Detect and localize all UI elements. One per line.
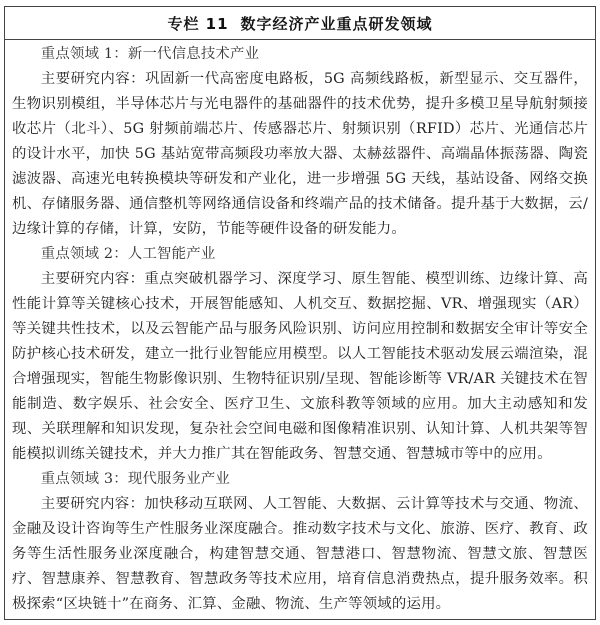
section-heading-1: 重点领域 1：新一代信息技术产业 bbox=[40, 46, 260, 62]
section-body-3: 主要研究内容：加快移动互联网、人工智能、大数据、云计算等技术与交通、物流、金融及设计咨询等生产性服务业深度融合。推动数字技术与文化、旅游、医疗、教育、政务等生活性服务业深度融合，构建智慧交通、智慧港口、智慧物流、智慧文旅、智慧医疗、智慧康养、智慧教育、智慧政务等技术应用，培育信息消费热点，提升服务效率。积极探索“区块链十”在商务、汇算、金融、物流、生产等领域的运用。 bbox=[12, 496, 588, 612]
section-body-1: 主要研究内容：巩固新一代高密度电路板，5G 高频线路板，新型显示、交互器件，生物识别模组，半导体芯片与光电器件的基础器件的技术优势，提升多模卫星导航射频接收芯片（北斗）、5G 射频前端芯片、传感器芯片、射频识别（RFID）芯片、光通信芯片的设计水平，加快 5G 基站宽带高频段功率放大器、太赫兹器件、高端晶体振荡器、陶瓷滤波器、高速光电转换模块等研发和产业化，进一步增强 5G 天线，基站设备、网络交换机、存储服务器、通信整机等网络通信设备和终端产品的技术储备。提升基于大数据，云/边缘计算的存储，计算，安防，节能等硬件设备的研发能力。 bbox=[12, 71, 588, 237]
box-title: 数字经济产业重点研发领域 bbox=[240, 14, 433, 33]
section-heading-2: 重点领域 2：人工智能产业 bbox=[40, 246, 216, 262]
box-header bbox=[5, 7, 595, 40]
feature-box bbox=[4, 6, 596, 620]
column-label: 专栏 11 bbox=[167, 14, 229, 33]
box-content bbox=[5, 40, 595, 617]
section-heading-3: 重点领域 3：现代服务业产业 bbox=[40, 471, 231, 487]
section-body-2: 主要研究内容：重点突破机器学习、深度学习、原生智能、模型训练、边缘计算、高性能计算等关键核心技术，开展智能感知、人机交互、数据挖掘、VR、增强现实（AR）等关键共性技术，以及云智能产品与服务风险识别、访问应用控制和数据安全审计等安全防护核心技术研发，建立一批行业智能应用模型。以人工智能技术驱动发展云端渲染，混合增强现实，智能生物影像识别、生物特征识别/呈现、智能诊断等 VR/AR 关键技术在智能制造、数字娱乐、社会安全、医疗卫生、文旅科教等领域的应用。加大主动感知和发现、关联理解和知识发现，复杂社会空间电磁和图像精准识别、认知计算、人机共架等智能模拟训练关键技术，并大力推广其在智能政务、智慧交通、智慧城市等中的应用。 bbox=[12, 271, 588, 462]
